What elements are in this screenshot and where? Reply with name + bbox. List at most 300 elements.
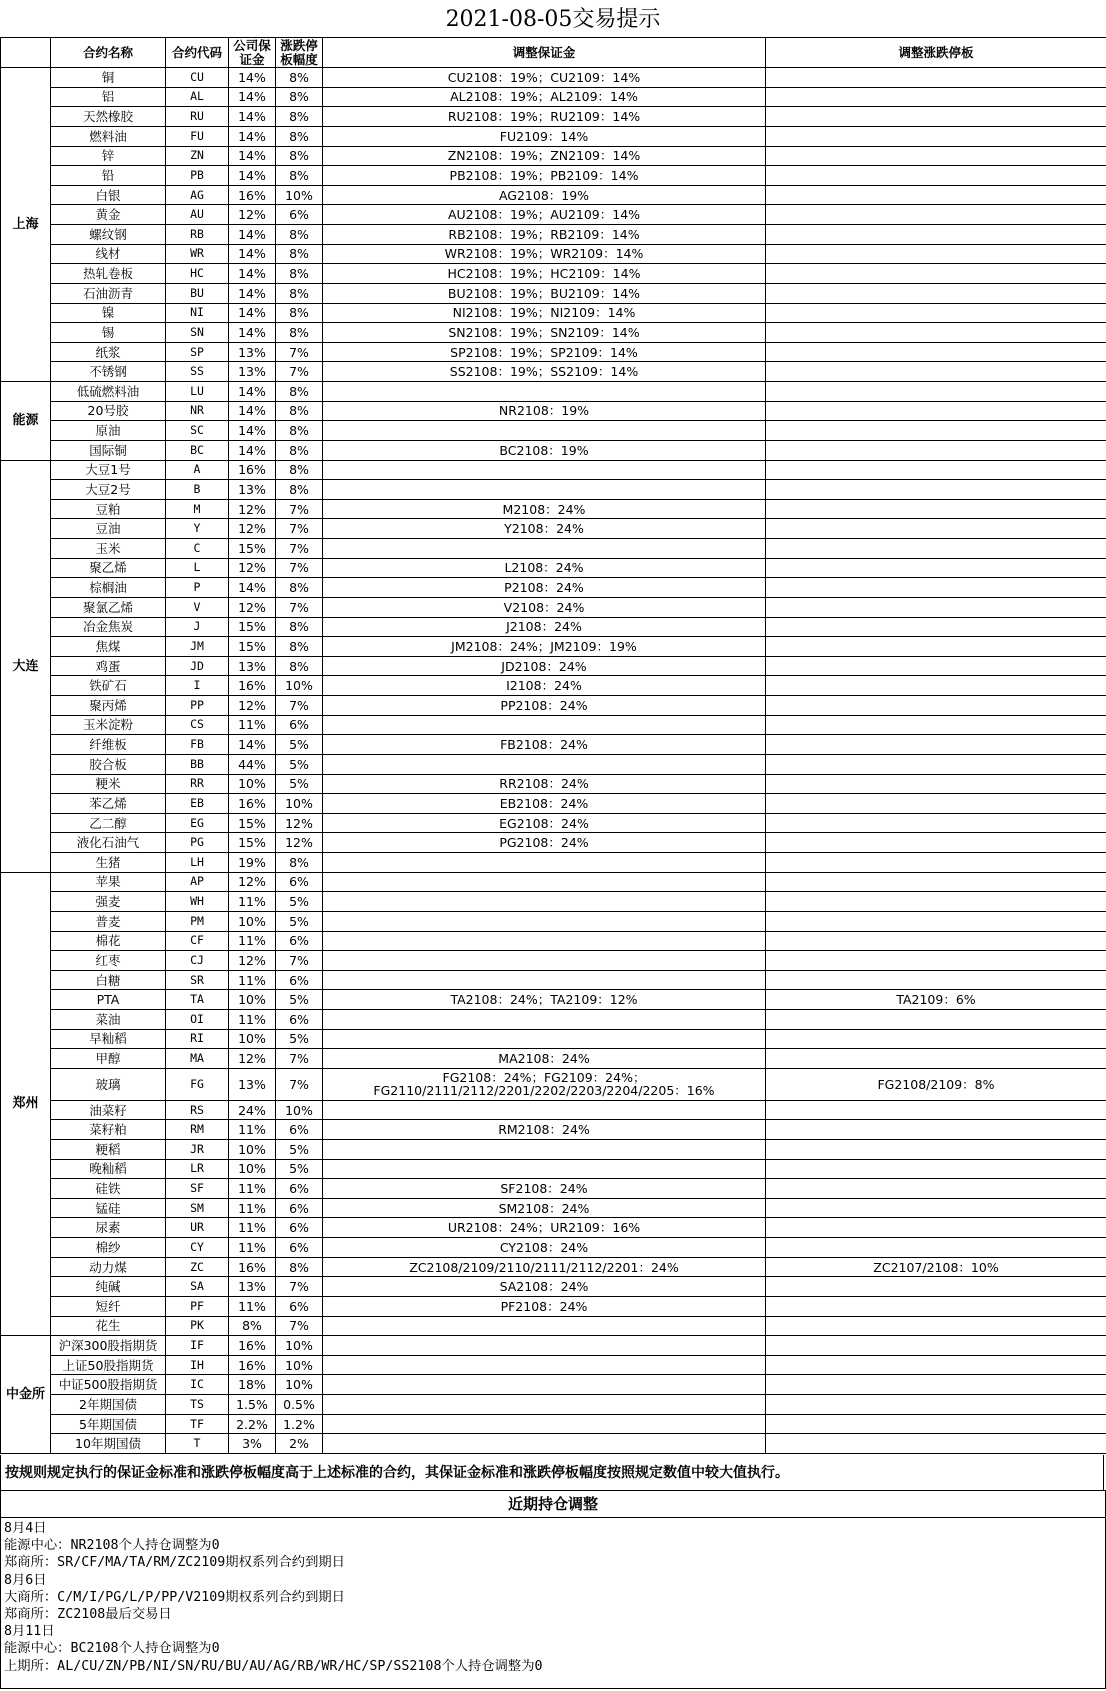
contract-code-cell: IC xyxy=(166,1375,229,1395)
adjusted-limit-cell xyxy=(766,68,1106,88)
contract-code-cell: SS xyxy=(166,362,229,382)
table-row xyxy=(1,911,1106,931)
contract-code-cell: RM xyxy=(166,1120,229,1140)
price-limit-cell: 10% xyxy=(276,185,323,205)
exchange-cell: 郑州 xyxy=(1,872,51,1336)
company-margin-cell: 10% xyxy=(229,1029,276,1049)
contract-code-cell: CY xyxy=(166,1238,229,1258)
price-limit-cell: 8% xyxy=(276,617,323,637)
exchange-cell: 能源 xyxy=(1,382,51,461)
adjusted-limit-cell xyxy=(766,794,1106,814)
adjusted-margin-cell: RR2108：24% xyxy=(323,774,766,794)
contract-name-cell: 聚氯乙烯 xyxy=(51,597,166,617)
price-limit-cell: 8% xyxy=(276,107,323,127)
adjusted-limit-cell xyxy=(766,1159,1106,1179)
contract-name-cell: 白糖 xyxy=(51,970,166,990)
table-row xyxy=(1,225,1106,245)
contract-name-cell: 早籼稻 xyxy=(51,1029,166,1049)
price-limit-cell: 6% xyxy=(276,1296,323,1316)
table-row xyxy=(1,539,1106,559)
contract-name-cell: 生猪 xyxy=(51,853,166,873)
table-row xyxy=(1,597,1106,617)
adjusted-limit-cell xyxy=(766,970,1106,990)
contract-name-cell: 甲醇 xyxy=(51,1049,166,1069)
table-row xyxy=(1,754,1106,774)
price-limit-cell: 12% xyxy=(276,813,323,833)
contract-name-cell: 胶合板 xyxy=(51,754,166,774)
table-row xyxy=(1,303,1106,323)
contract-code-cell: SF xyxy=(166,1179,229,1199)
table-row xyxy=(1,676,1106,696)
contract-name-cell: 苹果 xyxy=(51,872,166,892)
price-limit-cell: 7% xyxy=(276,539,323,559)
company-margin-cell: 16% xyxy=(229,1257,276,1277)
adjusted-limit-cell xyxy=(766,656,1106,676)
contract-name-cell: 线材 xyxy=(51,244,166,264)
table-row xyxy=(1,205,1106,225)
contract-name-cell: 豆油 xyxy=(51,519,166,539)
table-row xyxy=(1,990,1106,1010)
table-row xyxy=(1,970,1106,990)
contract-code-cell: M xyxy=(166,499,229,519)
price-limit-cell: 8% xyxy=(276,480,323,500)
header-contract-name: 合约名称 xyxy=(51,38,166,68)
adjusted-margin-cell: ZC2108/2109/2110/2111/2112/2201：24% xyxy=(323,1257,766,1277)
adjusted-margin-cell: P2108：24% xyxy=(323,578,766,598)
contract-code-cell: T xyxy=(166,1434,229,1454)
table-row xyxy=(1,794,1106,814)
company-margin-cell: 11% xyxy=(229,1218,276,1238)
company-margin-cell: 12% xyxy=(229,558,276,578)
adjusted-limit-cell xyxy=(766,1336,1106,1356)
recent-adjustment-line: 郑商所：SR/CF/MA/TA/RM/ZC2109期权系列合约到期日 xyxy=(4,1555,345,1571)
adjusted-margin-cell: L2108：24% xyxy=(323,558,766,578)
company-margin-cell: 11% xyxy=(229,715,276,735)
adjusted-margin-cell: PF2108：24% xyxy=(323,1296,766,1316)
contract-code-cell: BC xyxy=(166,440,229,460)
adjusted-margin-cell: AU2108：19%；AU2109：14% xyxy=(323,205,766,225)
table-row xyxy=(1,558,1106,578)
price-limit-cell: 7% xyxy=(276,342,323,362)
contract-code-cell: I xyxy=(166,676,229,696)
contract-code-cell: TA xyxy=(166,990,229,1010)
table-row xyxy=(1,1277,1106,1297)
contract-name-cell: 普麦 xyxy=(51,911,166,931)
header-contract-code: 合约代码 xyxy=(166,38,229,68)
price-limit-cell: 7% xyxy=(276,951,323,971)
price-limit-cell: 8% xyxy=(276,382,323,402)
adjusted-margin-cell xyxy=(323,539,766,559)
price-limit-cell: 8% xyxy=(276,578,323,598)
company-margin-cell: 14% xyxy=(229,323,276,343)
contract-name-cell: 菜油 xyxy=(51,1010,166,1030)
adjusted-margin-cell xyxy=(323,1159,766,1179)
contract-code-cell: SC xyxy=(166,421,229,441)
contract-name-cell: 石油沥青 xyxy=(51,283,166,303)
adjusted-limit-cell xyxy=(766,283,1106,303)
company-margin-cell: 15% xyxy=(229,539,276,559)
adjusted-margin-cell: MA2108：24% xyxy=(323,1049,766,1069)
company-margin-cell: 10% xyxy=(229,1139,276,1159)
adjusted-margin-cell: HC2108：19%；HC2109：14% xyxy=(323,264,766,284)
adjusted-limit-cell xyxy=(766,1029,1106,1049)
contract-name-cell: 乙二醇 xyxy=(51,813,166,833)
contract-name-cell: 沪深300股指期货 xyxy=(51,1336,166,1356)
recent-adjustment-line: 上期所：AL/CU/ZN/PB/NI/SN/RU/BU/AU/AG/RB/WR/HC/SP/SS2108个人持仓调整为0 xyxy=(4,1658,543,1674)
company-margin-cell: 11% xyxy=(229,892,276,912)
adjusted-margin-cell: WR2108：19%；WR2109：14% xyxy=(323,244,766,264)
table-row xyxy=(1,617,1106,637)
company-margin-cell: 14% xyxy=(229,68,276,88)
adjusted-margin-cell: FU2109：14% xyxy=(323,126,766,146)
page-title: 2021-08-05交易提示 xyxy=(445,7,661,32)
price-limit-cell: 12% xyxy=(276,833,323,853)
table-row xyxy=(1,833,1106,853)
company-margin-cell: 16% xyxy=(229,185,276,205)
price-limit-cell: 5% xyxy=(276,774,323,794)
price-limit-cell: 1.2% xyxy=(276,1414,323,1434)
price-limit-cell: 8% xyxy=(276,1257,323,1277)
adjusted-limit-cell xyxy=(766,1198,1106,1218)
contract-name-cell: 10年期国债 xyxy=(51,1434,166,1454)
adjusted-limit-cell xyxy=(766,558,1106,578)
adjusted-margin-cell xyxy=(323,460,766,480)
table-row xyxy=(1,499,1106,519)
company-margin-cell: 12% xyxy=(229,205,276,225)
price-limit-cell: 6% xyxy=(276,970,323,990)
adjusted-limit-cell xyxy=(766,87,1106,107)
company-margin-cell: 15% xyxy=(229,617,276,637)
adjusted-margin-cell: PG2108：24% xyxy=(323,833,766,853)
table-row xyxy=(1,1198,1106,1218)
company-margin-cell: 10% xyxy=(229,911,276,931)
adjusted-limit-cell xyxy=(766,1277,1106,1297)
contract-code-cell: SA xyxy=(166,1277,229,1297)
adjusted-margin-cell: PB2108：19%；PB2109：14% xyxy=(323,166,766,186)
adjusted-margin-cell xyxy=(323,853,766,873)
table-row xyxy=(1,735,1106,755)
adjusted-limit-cell xyxy=(766,872,1106,892)
adjusted-limit-cell xyxy=(766,421,1106,441)
adjusted-limit-cell xyxy=(766,951,1106,971)
company-margin-cell: 13% xyxy=(229,342,276,362)
adjusted-margin-cell: Y2108：24% xyxy=(323,519,766,539)
company-margin-cell: 11% xyxy=(229,1238,276,1258)
company-margin-cell: 14% xyxy=(229,303,276,323)
adjusted-limit-cell xyxy=(766,1120,1106,1140)
recent-adjustment-line: 8月4日 xyxy=(4,1521,47,1536)
adjusted-limit-cell xyxy=(766,382,1106,402)
contract-name-cell: 动力煤 xyxy=(51,1257,166,1277)
company-margin-cell: 12% xyxy=(229,597,276,617)
table-row xyxy=(1,931,1106,951)
adjusted-margin-cell xyxy=(323,1395,766,1415)
table-row xyxy=(1,1100,1106,1120)
contract-code-cell: NR xyxy=(166,401,229,421)
contract-name-cell: 上证50股指期货 xyxy=(51,1355,166,1375)
table-row xyxy=(1,1218,1106,1238)
table-row xyxy=(1,519,1106,539)
price-limit-cell: 0.5% xyxy=(276,1395,323,1415)
contract-name-cell: PTA xyxy=(51,990,166,1010)
table-row xyxy=(1,1316,1106,1336)
contract-code-cell: BB xyxy=(166,754,229,774)
contract-code-cell: FU xyxy=(166,126,229,146)
price-limit-cell: 8% xyxy=(276,460,323,480)
contract-name-cell: 玉米 xyxy=(51,539,166,559)
price-limit-cell: 7% xyxy=(276,597,323,617)
company-margin-cell: 14% xyxy=(229,440,276,460)
company-margin-cell: 12% xyxy=(229,696,276,716)
adjusted-limit-cell: ZC2107/2108：10% xyxy=(766,1257,1106,1277)
adjusted-margin-cell xyxy=(323,382,766,402)
price-limit-cell: 7% xyxy=(276,519,323,539)
adjusted-limit-cell xyxy=(766,480,1106,500)
company-margin-cell: 14% xyxy=(229,126,276,146)
price-limit-cell: 8% xyxy=(276,401,323,421)
price-limit-cell: 8% xyxy=(276,87,323,107)
company-margin-cell: 16% xyxy=(229,676,276,696)
adjusted-margin-cell xyxy=(323,1375,766,1395)
company-margin-cell: 11% xyxy=(229,1010,276,1030)
contract-code-cell: UR xyxy=(166,1218,229,1238)
company-margin-cell: 11% xyxy=(229,970,276,990)
contract-code-cell: JD xyxy=(166,656,229,676)
adjusted-limit-cell xyxy=(766,401,1106,421)
company-margin-cell: 1.5% xyxy=(229,1395,276,1415)
adjusted-margin-cell xyxy=(323,970,766,990)
table-row xyxy=(1,1010,1106,1030)
price-limit-cell: 10% xyxy=(276,676,323,696)
adjusted-limit-cell: TA2109：6% xyxy=(766,990,1106,1010)
company-margin-cell: 10% xyxy=(229,990,276,1010)
price-limit-cell: 8% xyxy=(276,264,323,284)
company-margin-cell: 12% xyxy=(229,1049,276,1069)
contract-code-cell: AP xyxy=(166,872,229,892)
adjusted-limit-cell xyxy=(766,519,1106,539)
adjusted-limit-cell xyxy=(766,1238,1106,1258)
adjusted-limit-cell xyxy=(766,892,1106,912)
contract-code-cell: SM xyxy=(166,1198,229,1218)
price-limit-cell: 8% xyxy=(276,225,323,245)
contract-name-cell: 铜 xyxy=(51,68,166,88)
price-limit-cell: 6% xyxy=(276,1198,323,1218)
adjusted-margin-cell: FB2108：24% xyxy=(323,735,766,755)
adjusted-margin-cell xyxy=(323,951,766,971)
contract-code-cell: J xyxy=(166,617,229,637)
adjusted-limit-cell xyxy=(766,107,1106,127)
adjusted-limit-cell xyxy=(766,1316,1106,1336)
contract-name-cell: 棕榈油 xyxy=(51,578,166,598)
contract-name-cell: 短纤 xyxy=(51,1296,166,1316)
adjusted-limit-cell xyxy=(766,676,1106,696)
contract-name-cell: 螺纹钢 xyxy=(51,225,166,245)
table-row xyxy=(1,951,1106,971)
contract-code-cell: WH xyxy=(166,892,229,912)
adjusted-margin-cell xyxy=(323,1316,766,1336)
contract-code-cell: CS xyxy=(166,715,229,735)
contract-name-cell: 粳米 xyxy=(51,774,166,794)
contract-name-cell: 红枣 xyxy=(51,951,166,971)
contract-code-cell: SN xyxy=(166,323,229,343)
adjusted-margin-cell: JD2108：24% xyxy=(323,656,766,676)
adjusted-limit-cell xyxy=(766,1139,1106,1159)
adjusted-limit-cell xyxy=(766,1414,1106,1434)
adjusted-limit-cell xyxy=(766,597,1106,617)
price-limit-cell: 6% xyxy=(276,1120,323,1140)
contract-name-cell: 镍 xyxy=(51,303,166,323)
contract-code-cell: V xyxy=(166,597,229,617)
price-limit-cell: 6% xyxy=(276,1010,323,1030)
price-limit-cell: 5% xyxy=(276,754,323,774)
company-margin-cell: 24% xyxy=(229,1100,276,1120)
price-limit-cell: 8% xyxy=(276,853,323,873)
table-row xyxy=(1,460,1106,480)
table-row xyxy=(1,244,1106,264)
table-row xyxy=(1,323,1106,343)
adjusted-margin-cell xyxy=(323,1100,766,1120)
contract-name-cell: 纸浆 xyxy=(51,342,166,362)
adjusted-margin-cell: RB2108：19%；RB2109：14% xyxy=(323,225,766,245)
adjusted-margin-cell: BC2108：19% xyxy=(323,440,766,460)
contract-code-cell: L xyxy=(166,558,229,578)
company-margin-cell: 12% xyxy=(229,872,276,892)
contract-code-cell: LR xyxy=(166,1159,229,1179)
table-row xyxy=(1,1355,1106,1375)
contract-name-cell: 聚乙烯 xyxy=(51,558,166,578)
table-row xyxy=(1,126,1106,146)
adjusted-limit-cell xyxy=(766,1179,1106,1199)
adjusted-margin-cell xyxy=(323,480,766,500)
adjusted-margin-cell: CU2108：19%；CU2109：14% xyxy=(323,68,766,88)
company-margin-cell: 14% xyxy=(229,264,276,284)
price-limit-cell: 6% xyxy=(276,1218,323,1238)
table-row xyxy=(1,1120,1106,1140)
recent-adjustment-line: 能源中心：NR2108个人持仓调整为0 xyxy=(4,1538,220,1554)
table-row xyxy=(1,715,1106,735)
adjusted-margin-cell: EG2108：24% xyxy=(323,813,766,833)
contract-name-cell: 玉米淀粉 xyxy=(51,715,166,735)
table-row xyxy=(1,283,1106,303)
adjusted-margin-cell xyxy=(323,1434,766,1454)
contract-name-cell: 锰硅 xyxy=(51,1198,166,1218)
adjusted-limit-cell xyxy=(766,774,1106,794)
company-margin-cell: 14% xyxy=(229,225,276,245)
company-margin-cell: 10% xyxy=(229,1159,276,1179)
contract-name-cell: 铝 xyxy=(51,87,166,107)
price-limit-cell: 6% xyxy=(276,1238,323,1258)
adjusted-limit-cell xyxy=(766,166,1106,186)
contract-code-cell: C xyxy=(166,539,229,559)
contract-code-cell: JM xyxy=(166,637,229,657)
price-limit-cell: 6% xyxy=(276,205,323,225)
table-row xyxy=(1,342,1106,362)
adjusted-margin-cell: BU2108：19%；BU2109：14% xyxy=(323,283,766,303)
contract-name-cell: 中证500股指期货 xyxy=(51,1375,166,1395)
adjusted-margin-cell: SN2108：19%；SN2109：14% xyxy=(323,323,766,343)
adjusted-limit-cell xyxy=(766,1218,1106,1238)
adjusted-limit-cell xyxy=(766,303,1106,323)
contract-code-cell: SR xyxy=(166,970,229,990)
table-row xyxy=(1,146,1106,166)
contract-code-cell: PM xyxy=(166,911,229,931)
contract-code-cell: TF xyxy=(166,1414,229,1434)
adjusted-limit-cell xyxy=(766,578,1106,598)
rule-note: 按规则规定执行的保证金标准和涨跌停板幅度高于上述标准的合约，其保证金标准和涨跌停板幅度按照规定数值中较大值执行。 xyxy=(0,1455,1104,1491)
contract-name-cell: 豆粕 xyxy=(51,499,166,519)
table-row xyxy=(1,87,1106,107)
adjusted-margin-cell xyxy=(323,1029,766,1049)
adjusted-limit-cell xyxy=(766,225,1106,245)
company-margin-cell: 12% xyxy=(229,499,276,519)
recent-adjustment-line: 8月11日 xyxy=(4,1624,55,1640)
adjusted-margin-cell: SP2108：19%；SP2109：14% xyxy=(323,342,766,362)
adjusted-limit-cell xyxy=(766,146,1106,166)
company-margin-cell: 16% xyxy=(229,1336,276,1356)
adjusted-limit-cell xyxy=(766,1355,1106,1375)
contract-name-cell: 菜籽粕 xyxy=(51,1120,166,1140)
price-limit-cell: 6% xyxy=(276,872,323,892)
company-margin-cell: 13% xyxy=(229,656,276,676)
adjusted-margin-cell: SA2108：24% xyxy=(323,1277,766,1297)
price-limit-cell: 8% xyxy=(276,126,323,146)
price-limit-cell: 5% xyxy=(276,892,323,912)
contract-code-cell: P xyxy=(166,578,229,598)
contract-name-cell: 大豆2号 xyxy=(51,480,166,500)
adjusted-limit-cell xyxy=(766,440,1106,460)
adjusted-margin-cell xyxy=(323,1139,766,1159)
recent-adjustment-line: 大商所：C/M/I/PG/L/P/PP/V2109期权系列合约到期日 xyxy=(4,1589,345,1605)
contract-name-cell: 苯乙烯 xyxy=(51,794,166,814)
table-row xyxy=(1,1139,1106,1159)
recent-adjustment-line: 8月6日 xyxy=(4,1572,47,1588)
contract-name-cell: 天然橡胶 xyxy=(51,107,166,127)
adjusted-limit-cell xyxy=(766,244,1106,264)
table-row xyxy=(1,1375,1106,1395)
table-row xyxy=(1,1068,1106,1100)
adjusted-limit-cell xyxy=(766,735,1106,755)
contract-name-cell: 锡 xyxy=(51,323,166,343)
contract-code-cell: PK xyxy=(166,1316,229,1336)
contract-name-cell: 5年期国债 xyxy=(51,1414,166,1434)
table-row xyxy=(1,1238,1106,1258)
table-row xyxy=(1,68,1106,88)
adjusted-limit-cell xyxy=(766,637,1106,657)
adjusted-limit-cell xyxy=(766,323,1106,343)
price-limit-cell: 8% xyxy=(276,637,323,657)
adjusted-limit-cell xyxy=(766,911,1106,931)
contract-code-cell: A xyxy=(166,460,229,480)
company-margin-cell: 16% xyxy=(229,794,276,814)
price-limit-cell: 8% xyxy=(276,440,323,460)
contract-name-cell: 纯碱 xyxy=(51,1277,166,1297)
price-limit-cell: 8% xyxy=(276,244,323,264)
contract-code-cell: BU xyxy=(166,283,229,303)
company-margin-cell: 18% xyxy=(229,1375,276,1395)
adjusted-limit-cell xyxy=(766,617,1106,637)
table-row xyxy=(1,1179,1106,1199)
price-limit-cell: 10% xyxy=(276,1355,323,1375)
adjusted-margin-cell: NI2108：19%；NI2109：14% xyxy=(323,303,766,323)
header-adjusted-margin: 调整保证金 xyxy=(323,38,766,68)
adjusted-limit-cell xyxy=(766,1010,1106,1030)
price-limit-cell: 7% xyxy=(276,499,323,519)
recent-adjustments-title: 近期持仓调整 xyxy=(0,1490,1106,1518)
adjusted-margin-cell xyxy=(323,1010,766,1030)
company-margin-cell: 14% xyxy=(229,421,276,441)
table-row xyxy=(1,401,1106,421)
price-limit-cell: 10% xyxy=(276,794,323,814)
